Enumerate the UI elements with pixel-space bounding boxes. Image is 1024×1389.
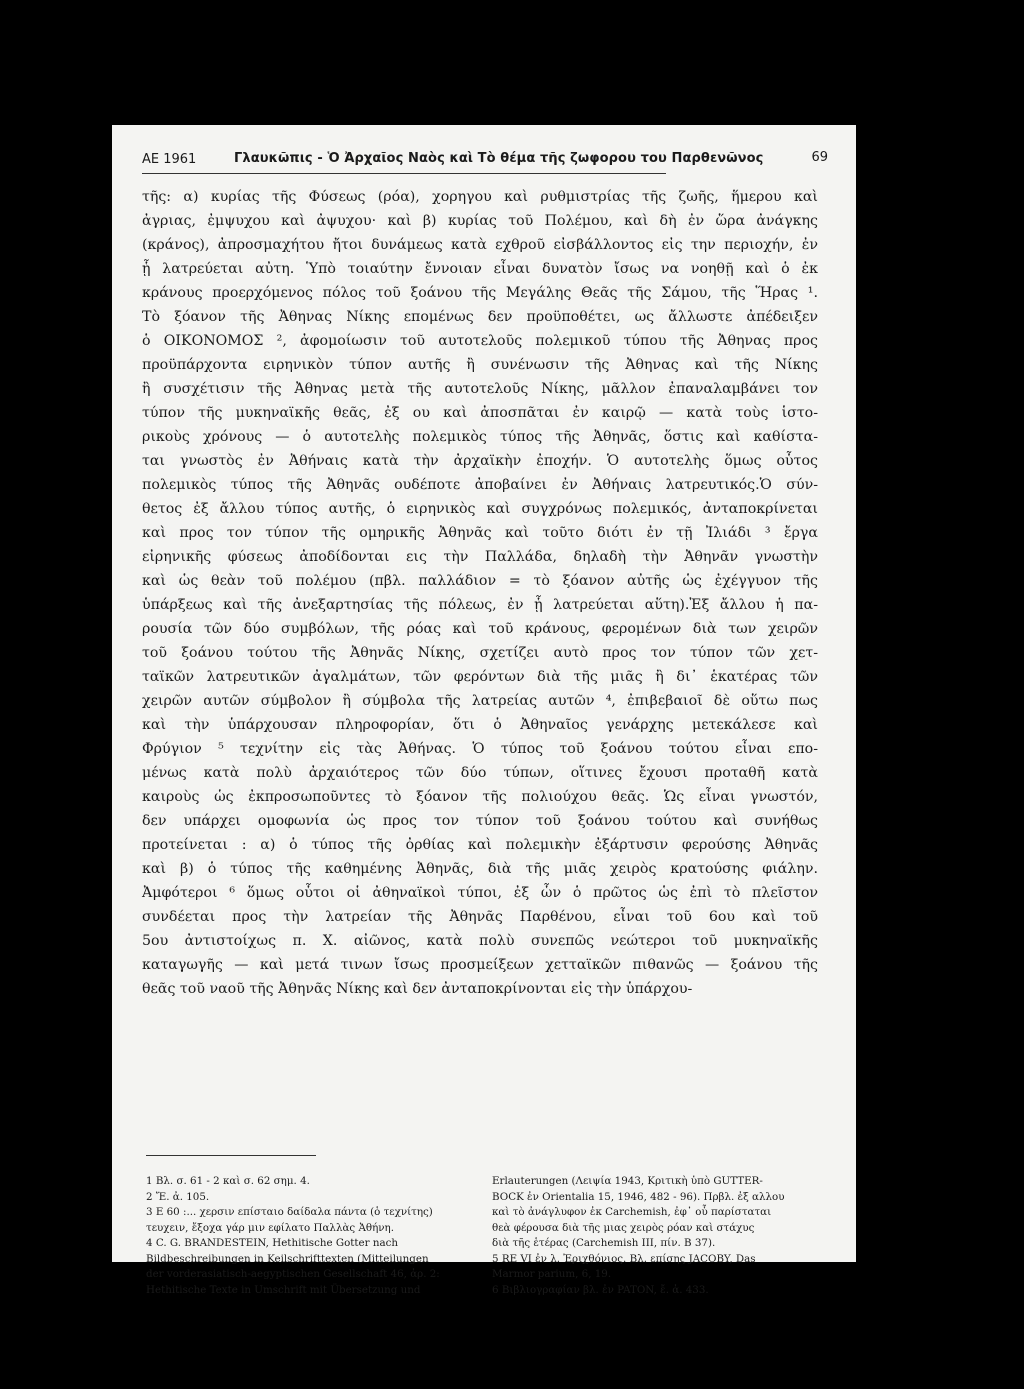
running-header [142,148,828,170]
journal-citation: ΑΕ 1961 [142,152,197,167]
footnote-line: τευχειν, ἔξοχα γάρ μιν εφίλατο Παλλὰς Ἀθήνη. [146,1221,394,1234]
text-line: χειρῶν αυτῶν σύμβολον ἢ σύμβολα τῆς λατρείας αυτῶν ⁴, ἐπιβεβαιοῖ δὲ οὕτω πως [142,693,818,709]
page-number: 69 [811,150,828,165]
text-line: συνδέεται προς τὴν λατρείαν τῆς Ἀθηνᾶς Παρθένου, εἶναι τοῦ 6ου καὶ τοῦ [142,909,818,925]
text-line: προτείνεται : α) ὁ τύπος τῆς ὀρθίας καὶ πολεμικὴν ἐξάρτυσιν φερούσης Ἀθηνᾶς [142,837,818,853]
text-line: ταϊκῶν λατρευτικῶν ἀγαλμάτων, τῶν φερόντων διὰ τῆς μιᾶς ἢ δι᾿ ἑκατέρας τῶν [142,669,818,685]
text-line: ἢ συσχέτισιν τῆς Ἀθηνας μετὰ τῆς αυτοτελοῦς Νίκης, μᾶλλον ἐπαναλαμβάνει τον [142,381,818,397]
text-line: Φρύγιον ⁵ τεχνίτην εἰς τὰς Ἀθήνας. Ὁ τύπος τοῦ ξοάνου τούτου εἶναι επο- [142,741,818,757]
text-line: 5ου ἀντιστοίχως π. Χ. αἰῶνος, κατὰ πολὺ συνεπῶς νεώτεροι τοῦ μυκηναϊκῆς [142,933,818,949]
text-line: πολεμικὸς τύπος τῆς Ἀθηνᾶς ουδέποτε ἀποβαίνει ἐν Ἀθήναις λατρευτικός.Ὁ σύν- [142,477,818,493]
footnote-line: Marmor parium, 6, 19. [492,1268,612,1280]
text-line: εἰρηνικῆς φύσεως ἀποδίδονται εις τὴν Παλλάδα, δηλαδὴ τὴν Ἀθηνᾶν γνωστὴν [142,549,818,565]
text-line: ὑπάρξεως καὶ τῆς ἀνεξαρτησίας τῆς πόλεως, ἐν ᾗ λατρεύεται αὕτη).Ἐξ ἄλλου ἡ πα- [142,597,818,613]
text-line: ρουσία τῶν δύο συμβόλων, τῆς ρόας καὶ τοῦ κράνους, φερομένων διὰ των χειρῶν [142,621,818,637]
footnote-line: 4 C. G. BRANDESTEIN, Hethitische Gotter nach [146,1237,399,1249]
footnote-line: Bildbeschreibungen in Keilschrifttexten (Mitteilungen [146,1252,429,1265]
footnote-line: der vorderasiatisch-aegyptischen Gesellschaft 46, ἀρ. 2: [146,1268,440,1280]
text-line: Ἀμφότεροι ⁶ ὅμως οὗτοι οἱ ἀθηναϊκοὶ τύποι, ἐξ ὧν ὁ πρῶτος ὡς ἐπὶ τὸ πλεῖστον [142,885,818,901]
body-text [142,185,818,1001]
footnote-line: 1 Βλ. σ. 61 - 2 καὶ σ. 62 σημ. 4. [146,1175,310,1187]
text-line: θετος ἐξ ἄλλου τύπος αυτῆς, ὁ ειρηνικὸς καὶ συγχρόνως πολεμικός, ἀνταποκρίνεται [142,501,818,517]
text-line: ται γνωστὸς ἐν Ἀθήναις κατὰ τὴν ἀρχαϊκὴν ἐποχήν. Ὁ αυτοτελὴς ὅμως οὗτος [142,453,818,469]
footnote-rule [146,1155,316,1156]
footnote-line: 2 Ἔ. ἀ. 105. [146,1190,210,1203]
article-title: Γλαυκῶπις - Ὁ Ἀρχαῖος Ναὸς καὶ Τὸ θέμα τῆς ζωφορου του Παρθενῶνος [234,151,764,166]
header-rule [142,173,666,174]
text-line: καὶ τὴν ὑπάρχουσαν πληροφορίαν, ὅτι ὁ Ἀθηναῖος γενάρχης μετεκάλεσε καὶ [142,717,818,733]
text-line: τύπον τῆς μυκηναϊκῆς θεᾶς, ἐξ ου καὶ ἀποσπᾶται ἐν καιρῷ — κατὰ τοὺς ἱστο- [142,405,818,421]
text-line: ρικοὺς χρόνους — ὁ αυτοτελὴς πολεμικὸς τύπος τῆς Ἀθηνᾶς, ὅστις καὶ καθίστα- [142,429,818,445]
footnote-line: 3 E 60 :... χερσιν επίσταιο δαίδαλα πάντα (ὁ τεχνίτης) [146,1206,433,1218]
text-line: (κράνος), ἀπροσμαχήτου ἤτοι δυνάμεως κατὰ εχθροῦ εἰσβάλλοντος εἰς την περιοχήν, ἐν [142,237,818,253]
footnote-line: καὶ τὸ ἀνάγλυφον ἐκ Carchemish, ἐφ᾿ οὗ παρίσταται [492,1206,772,1218]
text-line: ᾗ λατρεύεται αὐτη. Ὑπὸ τοιαύτην ἔννοιαν εἶναι δυνατὸν ἴσως να νοηθῇ καὶ ὁ ἐκ [142,261,818,277]
footnote-line: Erlauterungen (Λειψία 1943, Κριτικὴ ὑπὸ GUTTER- [492,1175,763,1187]
text-line: καὶ ὡς θεὰν τοῦ πολέμου (πβλ. παλλάδιον = τὸ ξόανον αὐτῆς ὡς ἐχέγγυον τῆς [142,573,818,589]
text-line: Τὸ ξόανον τῆς Ἀθηνας Νίκης επομένως δεν προϋποθέτει, ως ἄλλωστε ἀπέδειξεν [142,309,818,325]
footnote-line: διὰ τῆς ἑτέρας (Carchemish III, πίν. Β 37). [492,1237,716,1249]
footnote-line: Hethitische Texte in Umschrift mit Übersetzung und [146,1283,421,1296]
text-line: προϋπάρχοντα ειρηνικὸν τύπον αυτῆς ἢ συνένωσιν τῆς Ἀθηνας καὶ τῆς Νίκης [142,357,818,373]
footnote-line: 5 RE VI ἐν λ. Ἐριχθόνιος. Βλ. επίσης JACOBY, Das [492,1252,756,1265]
text-line: τοῦ ξοάνου τούτου τῆς Ἀθηνᾶς Νίκης, σχετίζει αυτὸ προς τον τύπον τῶν χετ- [142,645,818,661]
text-line: ὁ ΟΙΚΟΝΟΜΟΣ ², ἀφομοίωσιν τοῦ αυτοτελοῦς πολεμικοῦ τύπου τῆς Ἀθηνας προς [142,333,818,349]
text-line: μένως κατὰ πολὺ ἀρχαιότερος τῶν δύο τύπων, οἵτινες ἔχουσι προταθῆ κατὰ [142,765,818,781]
text-line: τῆς: α) κυρίας τῆς Φύσεως (ρόα), χορηγου καὶ ρυθμιστρίας τῆς ζωῆς, ἥμερου καὶ [142,189,818,205]
text-line: θεᾶς τοῦ ναοῦ τῆς Ἀθηνᾶς Νίκης καὶ δεν ἀνταποκρίνονται εἰς τὴν ὑπάρχου- [142,981,693,997]
footnote-line: 6 Βιβλιογραφίαν βλ. ἐν PATON, ἔ. ἀ. 433. [492,1283,709,1296]
footnotes-left-column [146,1174,464,1298]
text-line: καὶ β) ὁ τύπος τῆς καθημένης Ἀθηνᾶς, διὰ τῆς μιᾶς χειρὸς κρατούσης φιάλην. [142,861,818,877]
footnote-line: BOCK ἐν Orientalia 15, 1946, 482 - 96). Πρβλ. ἐξ αλλου [492,1190,785,1203]
footnote-line: θεὰ φέρουσα διὰ τῆς μιας χειρὸς ρόαν καὶ στάχυς [492,1221,755,1234]
text-line: δεν υπάρχει ομοφωνία ὡς προς τον τύπον τοῦ ξοάνου τούτου καὶ συνήθως [142,813,818,829]
text-line: καιροὺς ὡς ἐκπροσωποῦντες τὸ ξόανον τῆς πολιούχου θεᾶς. Ὡς εἶναι γνωστόν, [142,789,818,805]
text-line: καταγωγῆς — καὶ μετά τινων ἴσως προσμείξεων χετταϊκῶν πιθανῶς — ξοάνου τῆς [142,957,818,973]
footnotes-right-column [492,1174,826,1298]
text-line: καὶ προς τον τύπον τῆς ομηρικῆς Ἀθηνᾶς καὶ τοῦτο διότι ἐν τῇ Ἰλιάδι ³ ἔργα [142,525,818,541]
text-line: ἀγριας, ἐμψυχου καὶ ἀψυχου· καὶ β) κυρίας τοῦ Πολέμου, καὶ δὴ ἐν ὥρα ἀνάγκης [142,213,818,229]
document-page [112,125,856,1296]
text-line: κράνους προερχόμενος πόλος τοῦ ξοάνου τῆς Μεγάλης Θεᾶς τῆς Σάμου, τῆς Ἥρας ¹. [142,285,818,301]
